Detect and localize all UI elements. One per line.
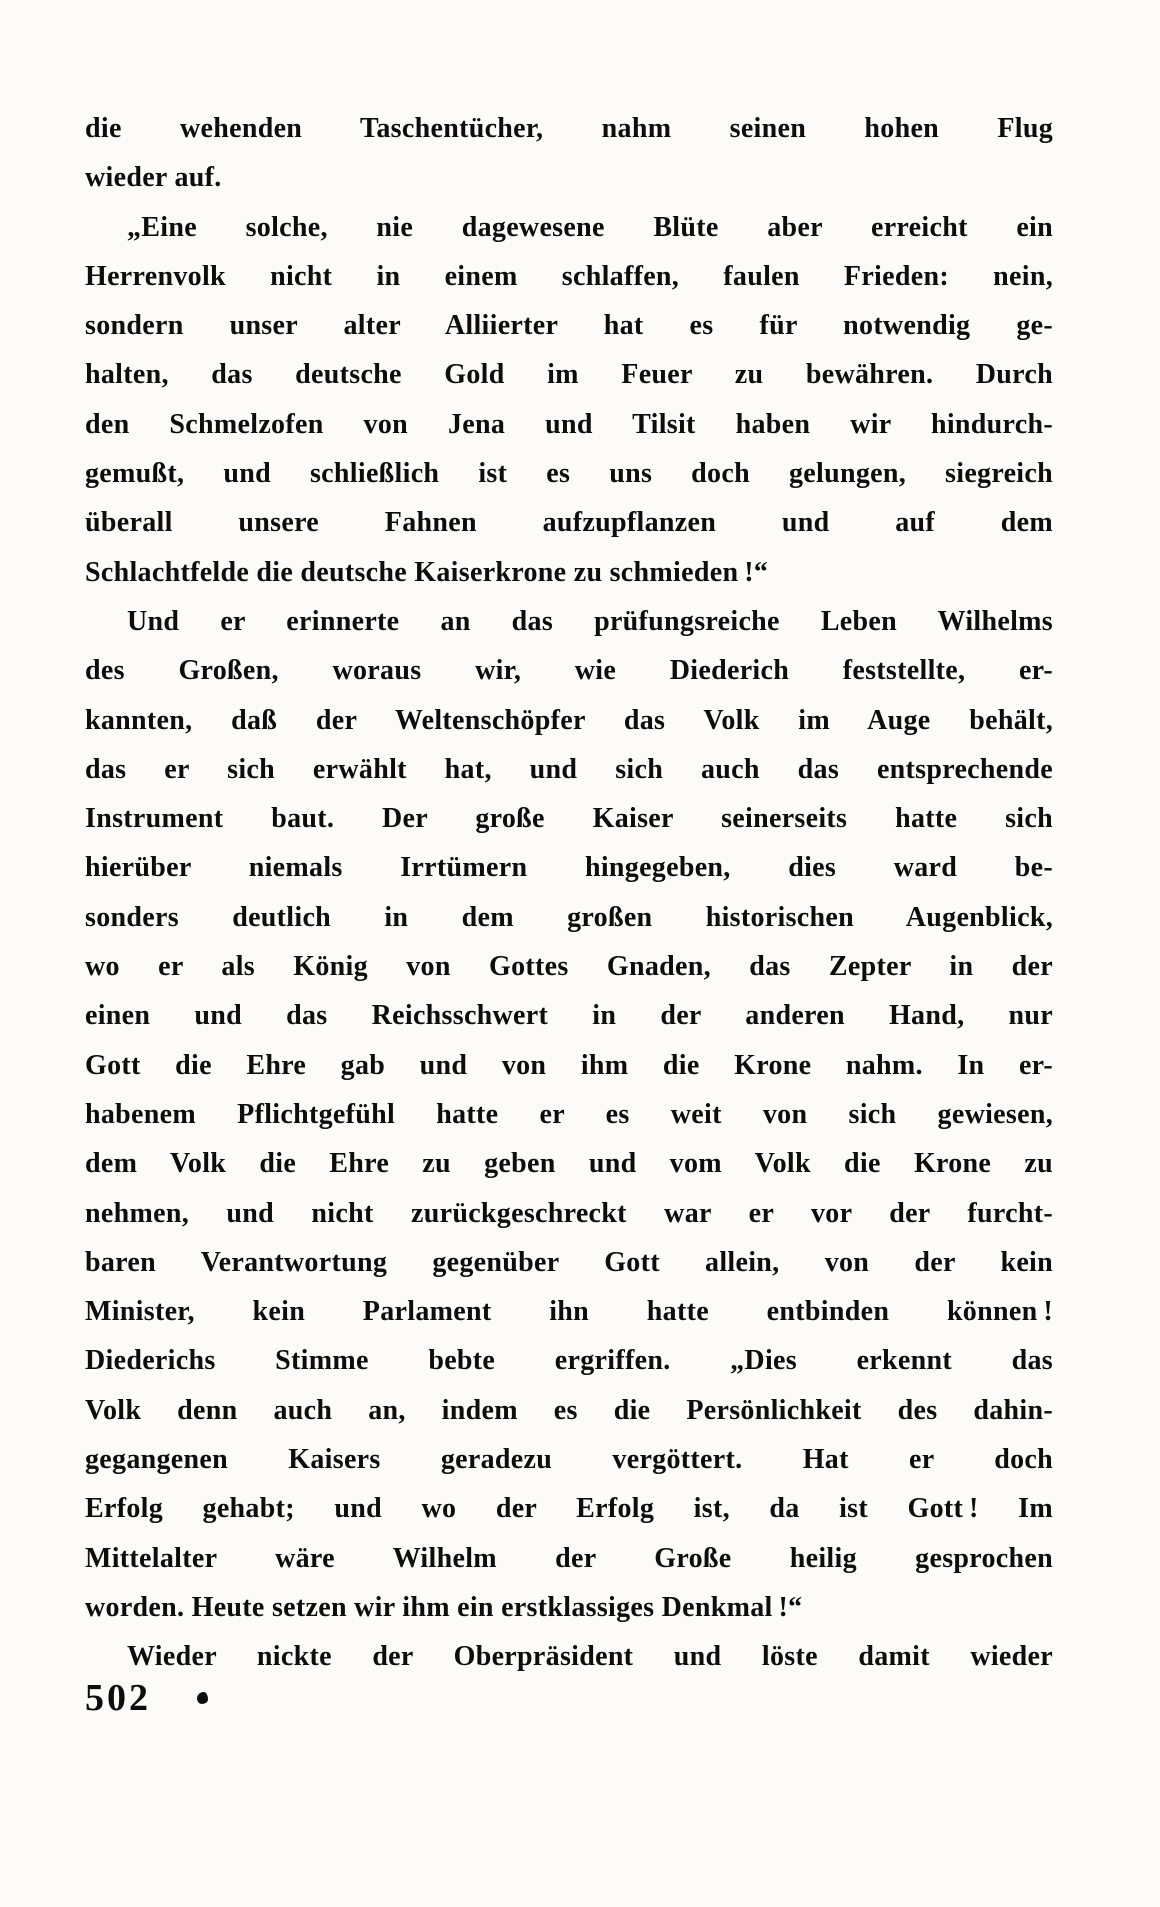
text-line: Und er erinnerte an das prüfungsreiche Leben Wilhelms: [127, 605, 1053, 637]
text-line: gemußt, und schließlich ist es uns doch gelungen, siegreich: [85, 458, 1053, 490]
body-text-block: [85, 104, 1053, 1682]
text-line: sonders deutlich in dem großen historischen Augenblick,: [85, 901, 1053, 933]
text-line: sondern unser alter Alliierter hat es für notwendig ge-: [85, 310, 1053, 342]
text-line: wieder auf.: [85, 162, 222, 194]
ink-speck-icon: [197, 1692, 208, 1704]
text-line: hierüber niemals Irrtümern hingegeben, dies ward be-: [85, 852, 1053, 884]
page-number: 502: [85, 1677, 151, 1719]
text-line: Schlachtfelde die deutsche Kaiserkrone zu schmieden !“: [85, 556, 769, 588]
text-line: dem Volk die Ehre zu geben und vom Volk die Krone zu: [85, 1148, 1053, 1180]
text-line: überall unsere Fahnen aufzupflanzen und auf dem: [85, 507, 1053, 539]
text-line: Volk denn auch an, indem es die Persönlichkeit des dahin-: [85, 1394, 1053, 1426]
text-line: wo er als König von Gottes Gnaden, das Zepter in der: [85, 951, 1053, 983]
text-line: das er sich erwählt hat, und sich auch das entsprechende: [85, 753, 1053, 785]
text-line: Instrument baut. Der große Kaiser seinerseits hatte sich: [85, 803, 1053, 835]
text-line: habenem Pflichtgefühl hatte er es weit von sich gewiesen,: [85, 1098, 1053, 1130]
text-line: Erfolg gehabt; und wo der Erfolg ist, da ist Gott ! Im: [85, 1493, 1053, 1525]
text-line: den Schmelzofen von Jena und Tilsit haben wir hindurch-: [85, 408, 1053, 440]
text-line: „Eine solche, nie dagewesene Blüte aber erreicht ein: [127, 211, 1053, 243]
text-line: kannten, daß der Weltenschöpfer das Volk im Auge behält,: [85, 704, 1053, 736]
text-line: Mittelalter wäre Wilhelm der Große heilig gesprochen: [85, 1542, 1053, 1574]
text-line: Gott die Ehre gab und von ihm die Krone nahm. In er-: [85, 1049, 1053, 1081]
text-line: die wehenden Taschentücher, nahm seinen hohen Flug: [85, 113, 1053, 144]
text-line: halten, das deutsche Gold im Feuer zu bewähren. Durch: [85, 359, 1053, 391]
text-line: Herrenvolk nicht in einem schlaffen, faulen Frieden: nein,: [85, 260, 1053, 292]
text-line: baren Verantwortung gegenüber Gott allein, von der kein: [85, 1246, 1053, 1278]
text-line: worden. Heute setzen wir ihm ein erstklassiges Denkmal !“: [85, 1591, 803, 1623]
text-line: Minister, kein Parlament ihn hatte entbinden können !: [85, 1296, 1053, 1328]
text-line: nehmen, und nicht zurückgeschreckt war er vor der furcht-: [85, 1197, 1053, 1229]
text-line: gegangenen Kaisers geradezu vergöttert. Hat er doch: [85, 1444, 1053, 1476]
text-line: Diederichs Stimme bebte ergriffen. „Dies erkennt das: [85, 1345, 1053, 1377]
text-line: des Großen, woraus wir, wie Diederich feststellte, er-: [85, 655, 1053, 687]
text-line: Wieder nickte der Oberpräsident und löste damit wieder: [127, 1641, 1053, 1673]
text-line: einen und das Reichsschwert in der anderen Hand, nur: [85, 1000, 1053, 1032]
